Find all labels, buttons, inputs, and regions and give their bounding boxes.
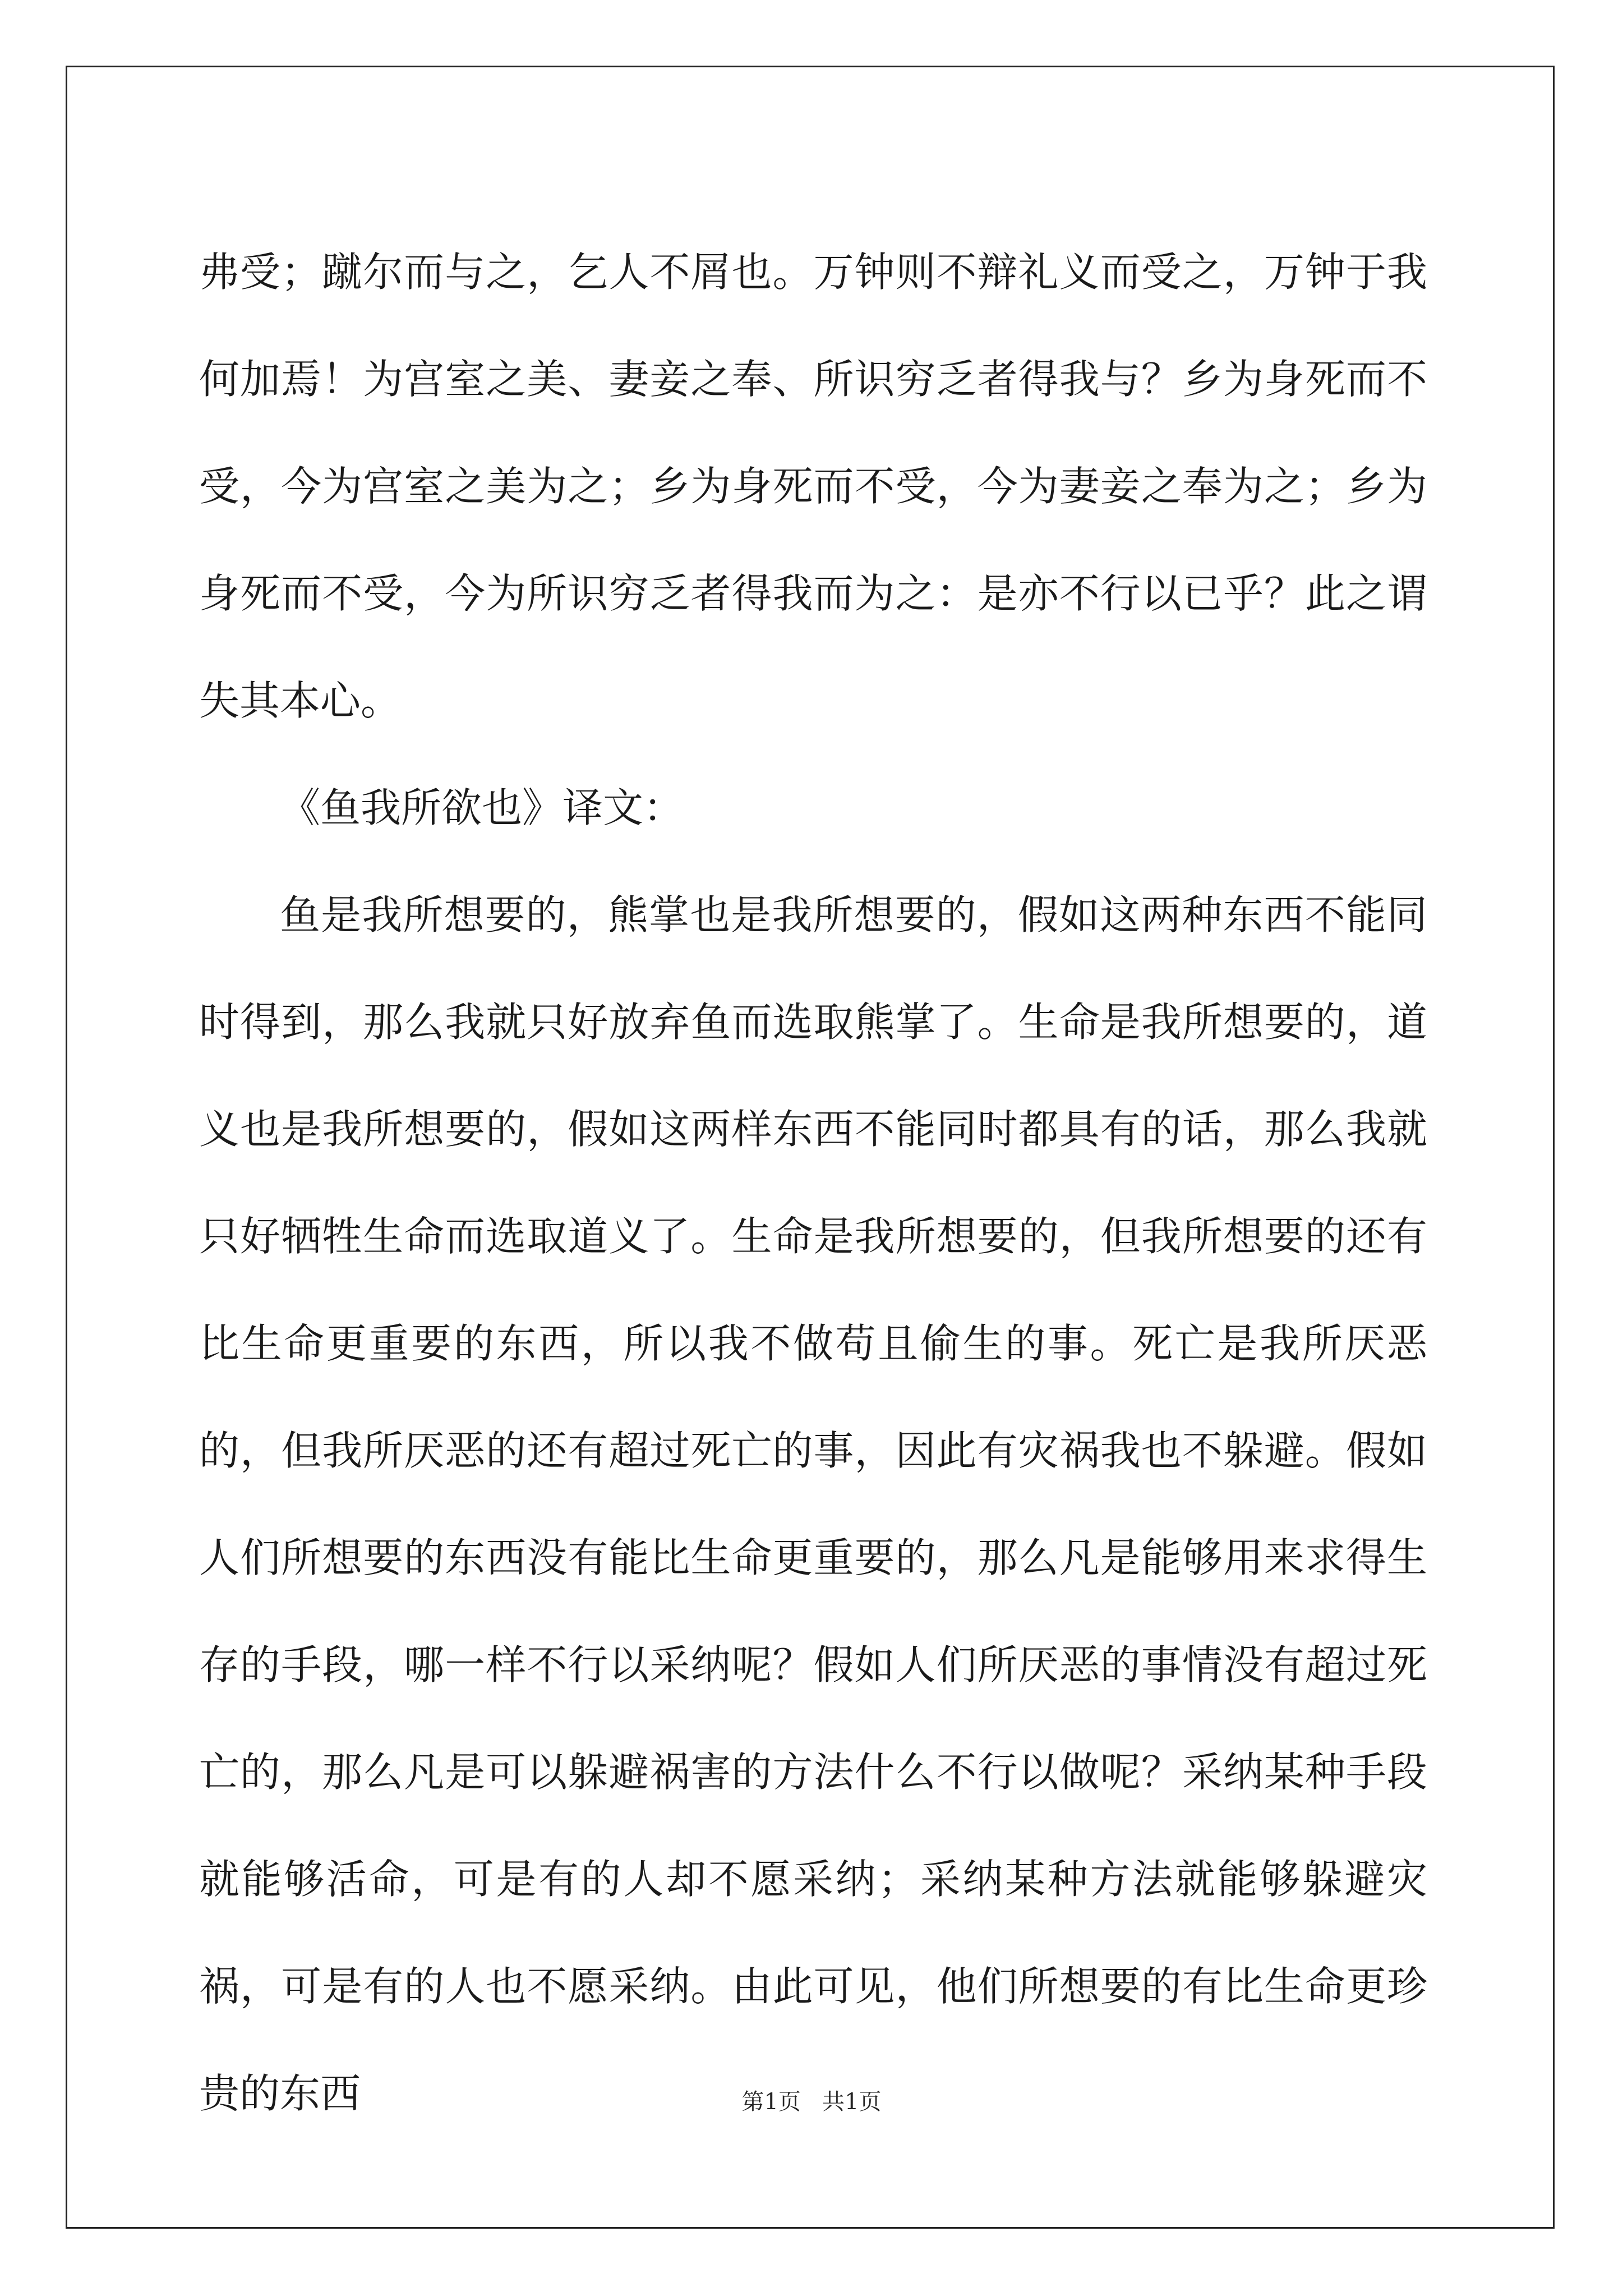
paragraph-translation-text: 鱼是我所想要的，熊掌也是我所想要的，假如这两种东西不能同时得到，那么我就只好放弃鱼而选取熊掌了。生命是我所想要的，道义也是我所想要的，假如这两样东西不能同时都具有的话，那么我就只好牺牲生命而选取道义了。生命是我所想要的，但我所想要的还有比生命更重要的东西，所以我不做苟且偷生的事。死亡是我所厌恶的，但我所厌恶的还有超过死亡的事，因此有灾祸我也不躲避。假如人们所想要的东西没有能比生命更重要的，那么凡是能够用来求得生存的手段，哪一样不行以采纳呢？假如人们所厌恶的事情没有超过死亡的，那么凡是可以躲避祸害的方法什么不行以做呢？采纳某种手段就能够活命，可是有的人却不愿采纳；采纳某种方法就能够躲避灾祸，可是有的人也不愿采纳。由此可见，他们所想要的有比生命更珍贵的东西 [199, 891, 1427, 2117]
page-number-footer: 第1页 共1页 [741, 2089, 882, 2115]
document-body [199, 219, 1427, 2147]
paragraph-translation-heading: 《鱼我所欲也》译文： [280, 784, 684, 831]
paragraph-original-text: 弗受；蹴尔而与之，乞人不屑也。万钟则不辩礼义而受之，万钟于我何加焉！为宫室之美、妻妾之奉、所识穷乏者得我与？乡为身死而不受，今为宫室之美为之；乡为身死而不受，今为妻妾之奉为之；乡为身死而不受，今为所识穷乏者得我而为之：是亦不行以已乎？此之谓失其本心。 [199, 249, 1427, 724]
